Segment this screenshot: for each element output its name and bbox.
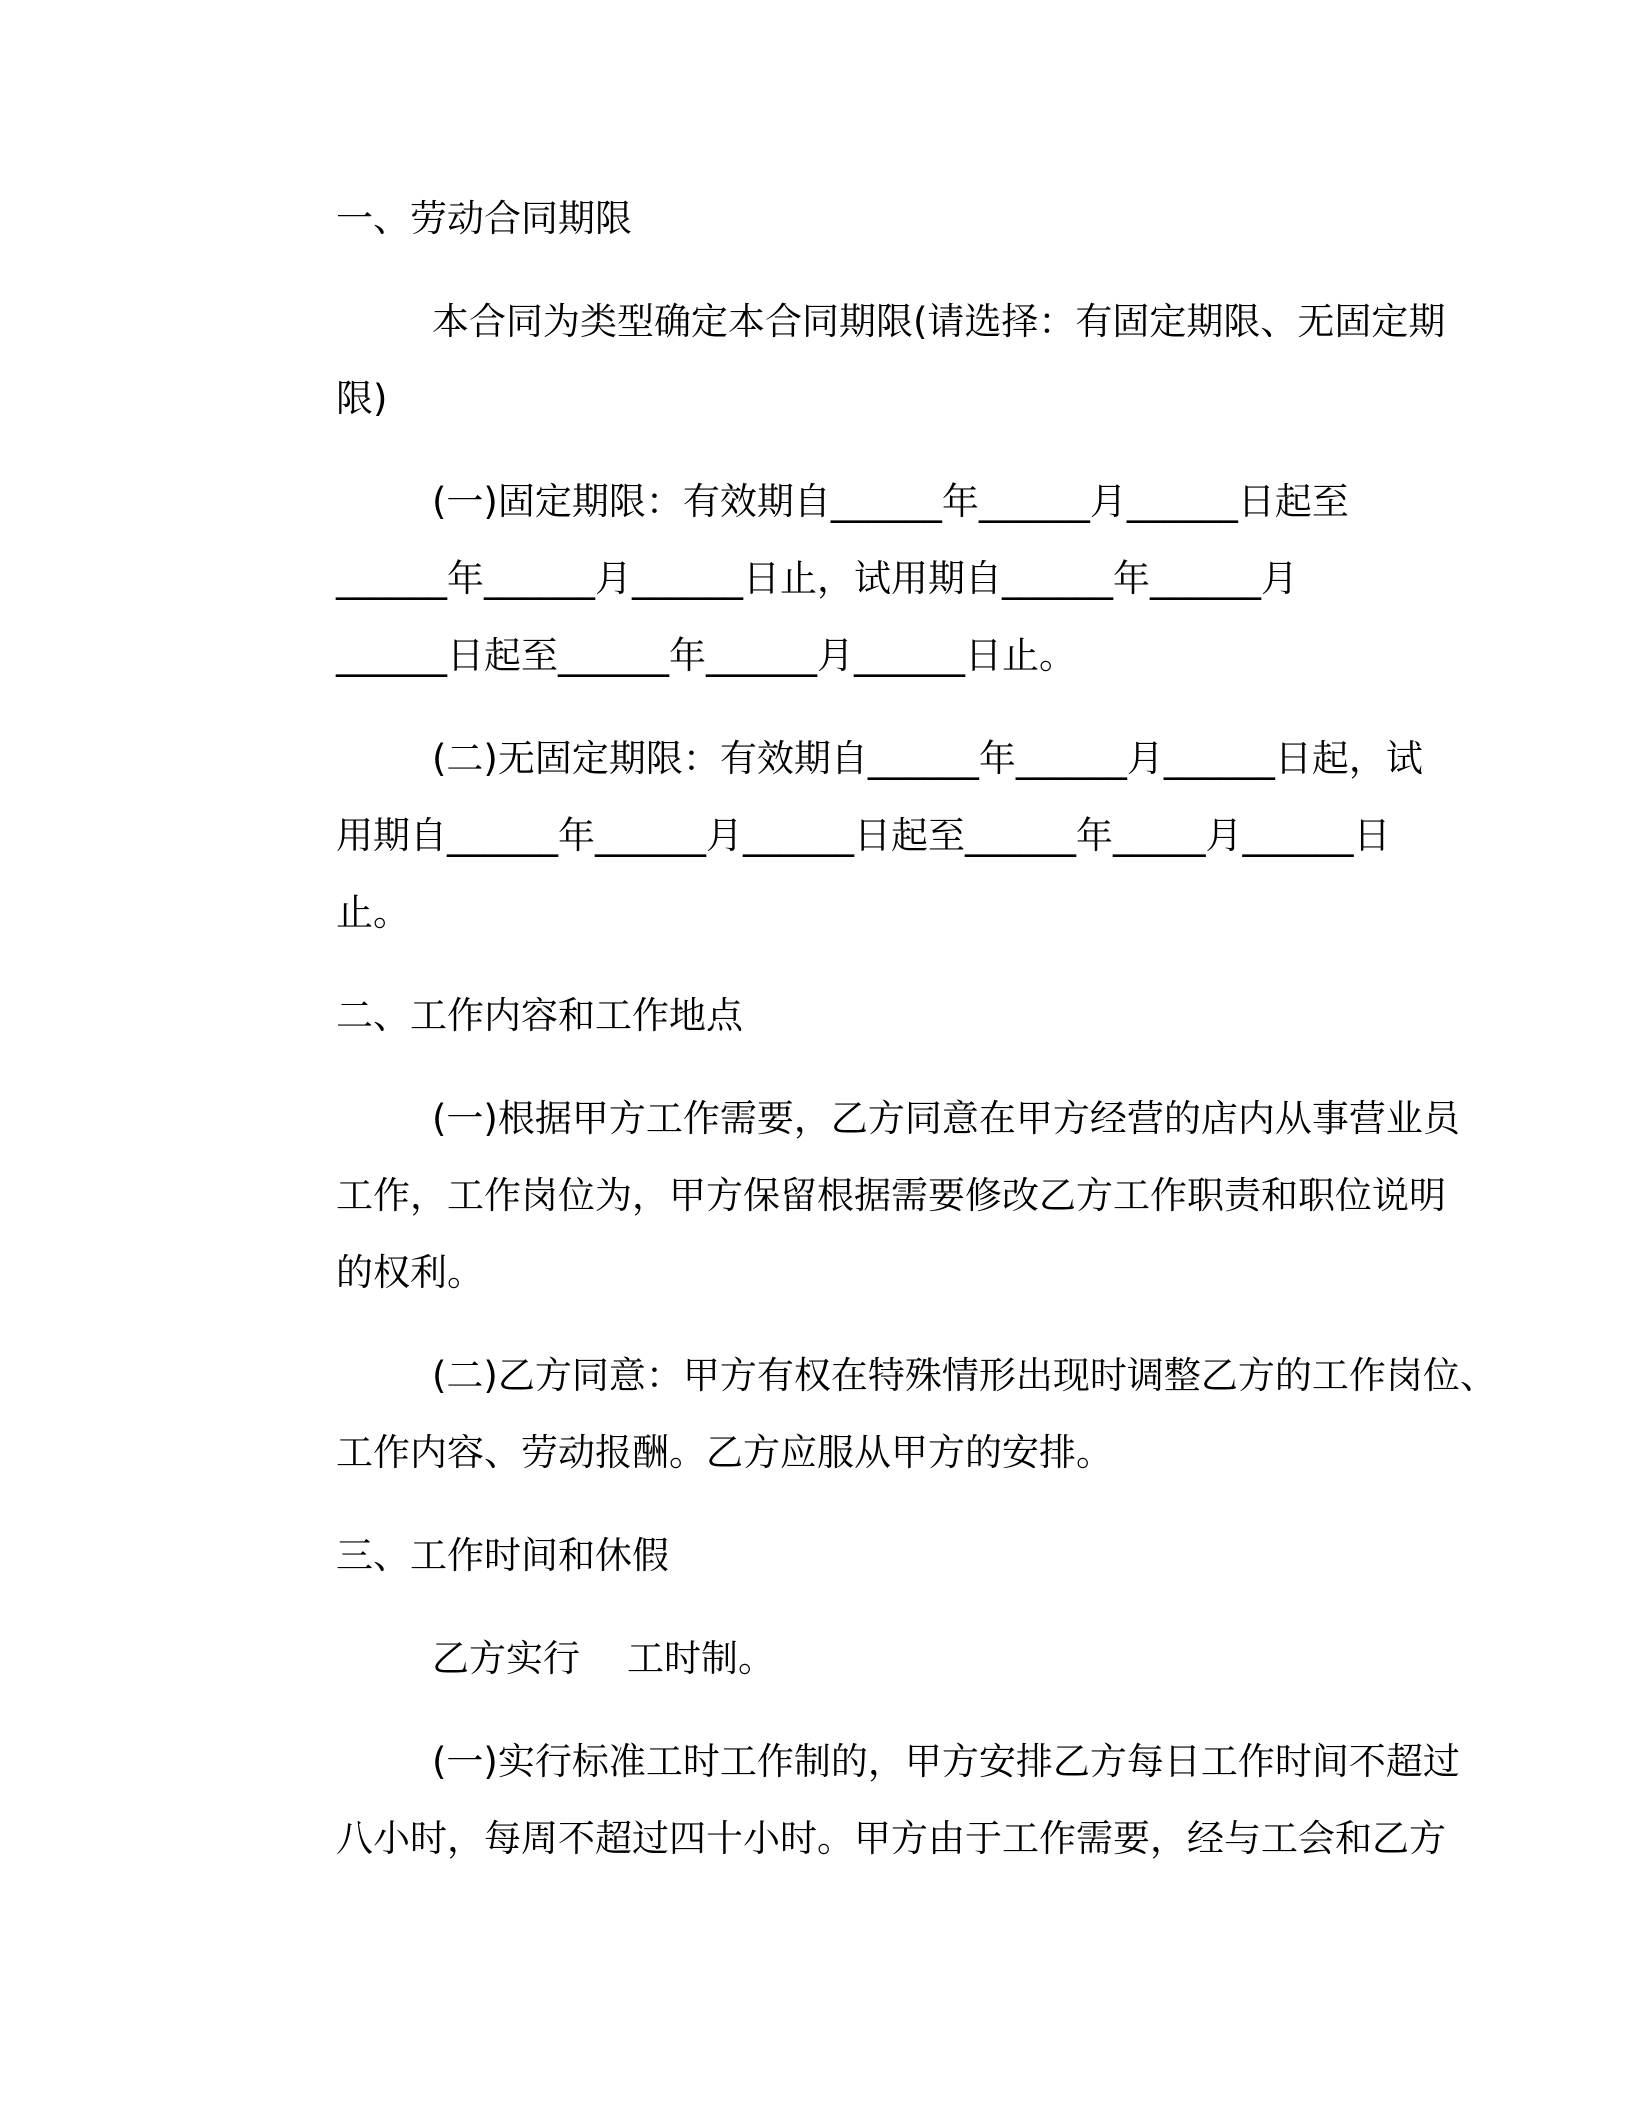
section-heading-work-content: 二、工作内容和工作地点 (336, 994, 743, 1037)
paragraph-contract-type (240, 283, 1446, 437)
paragraph-work-position (240, 1080, 1460, 1311)
paragraph-hours-system (240, 1620, 1390, 1697)
text-line: ______日起至______年______月______日止。 (336, 634, 1076, 677)
text-line: 限) (336, 377, 388, 420)
section-heading-contract-term: 一、劳动合同期限 (336, 197, 632, 240)
text-line: (二)无固定期限：有效期自______年______月______日起，试 (432, 737, 1423, 780)
text-line: ______年______月______日止，试用期自______年______月 (336, 557, 1298, 600)
text-line: 八小时，每周不超过四十小时。甲方由于工作需要，经与工会和乙方 (336, 1817, 1446, 1860)
text-line: (一)固定期限：有效期自______年______月______日起至 (432, 480, 1349, 523)
text-line: 乙方实行 工时制。 (432, 1637, 776, 1680)
paragraph-standard-hours (240, 1723, 1460, 1877)
text-line: 工作，工作岗位为，甲方保留根据需要修改乙方工作职责和职位说明 (336, 1174, 1446, 1217)
text-line: (二)乙方同意：甲方有权在特殊情形出现时调整乙方的工作岗位、 (432, 1354, 1497, 1397)
text-line: 用期自______年______月______日起至______年_____月______日 (336, 814, 1391, 857)
section-heading-working-hours: 三、工作时间和休假 (336, 1534, 669, 1577)
text-line: (一)实行标准工时工作制的，甲方安排乙方每日工作时间不超过 (432, 1740, 1460, 1783)
text-line: 本合同为类型确定本合同期限(请选择：有固定期限、无固定期 (432, 300, 1446, 343)
document-body (240, 180, 1497, 1903)
paragraph-open-term (240, 720, 1423, 951)
text-line: 工作内容、劳动报酬。乙方应服从甲方的安排。 (336, 1431, 1113, 1474)
text-line: (一)根据甲方工作需要，乙方同意在甲方经营的店内从事营业员 (432, 1097, 1460, 1140)
paragraph-work-adjustment (240, 1337, 1497, 1491)
text-line: 的权利。 (336, 1251, 484, 1294)
text-line: 止。 (336, 891, 410, 934)
paragraph-fixed-term (240, 463, 1390, 694)
